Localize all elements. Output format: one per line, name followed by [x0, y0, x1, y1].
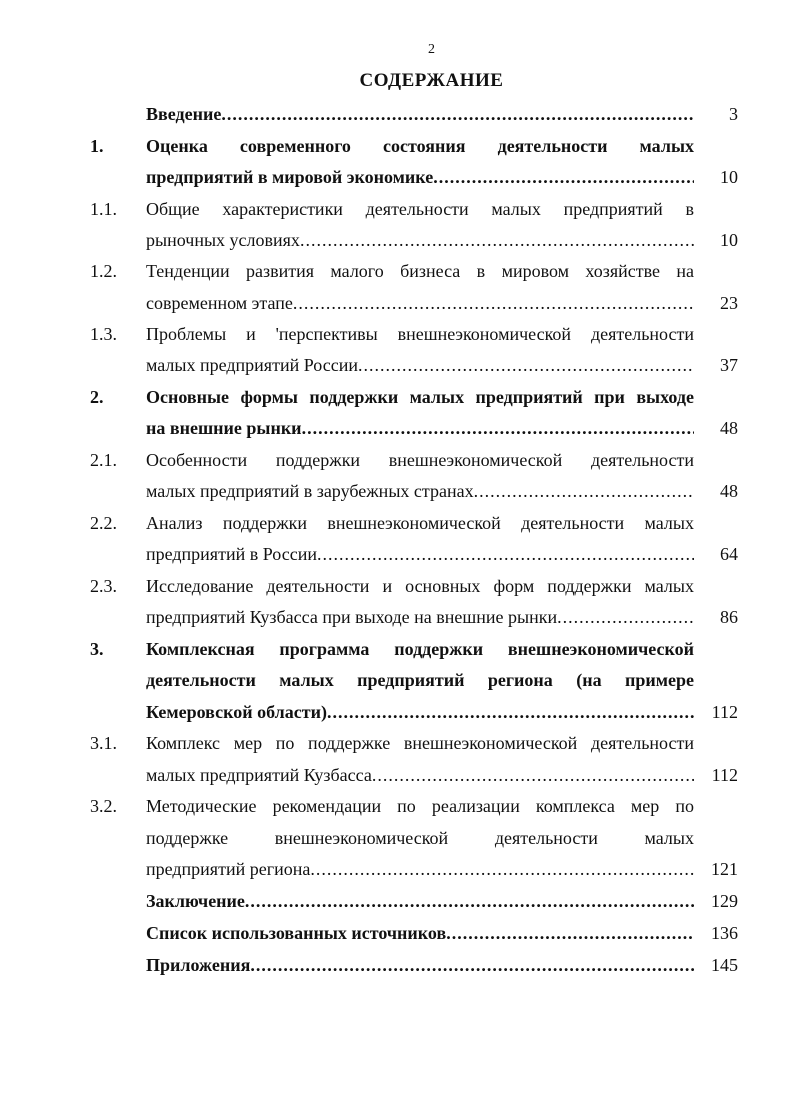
toc-page-number: 86	[720, 607, 738, 627]
toc-entry-number: 3.2.	[90, 796, 117, 816]
dot-leader	[300, 225, 694, 256]
toc-entry-text: малых предприятий в зарубежных странах .....	[146, 476, 694, 507]
toc-entry-1-1-cont[interactable]	[0, 225, 794, 256]
toc-entry-text: Тенденции развития малого бизнеса в мировом хозяйстве на	[146, 261, 694, 281]
toc-entry-3-1-cont[interactable]	[0, 760, 794, 791]
toc-entry-text: Введение .....	[146, 99, 694, 130]
toc-page-number: 112	[711, 765, 738, 785]
toc-entry-1-cont[interactable]	[0, 162, 794, 193]
toc-page-number: 112	[711, 702, 738, 722]
toc-page-number: 145	[711, 955, 738, 975]
toc-entry-text: деятельности малых предприятий региона (на примере	[146, 670, 694, 690]
dot-leader	[433, 162, 694, 193]
toc-page-number: 23	[720, 293, 738, 313]
toc-entry-text: Проблемы и 'перспективы внешнеэкономической деятельности	[146, 324, 694, 344]
dot-leader	[293, 288, 694, 319]
toc-entry-3[interactable]	[0, 634, 794, 665]
dot-leader	[372, 760, 694, 791]
toc-entry-3-cont[interactable]	[0, 665, 794, 696]
toc-entry-2-3-cont[interactable]	[0, 602, 794, 633]
page-title: СОДЕРЖАНИЕ	[359, 70, 504, 91]
toc-page-number: 121	[711, 859, 738, 879]
toc-entry-number: 1.1.	[90, 199, 117, 219]
dot-leader	[474, 476, 694, 507]
toc-entry-text: Кемеровской области) .....	[146, 697, 694, 728]
toc-entry-3-2-cont2[interactable]	[0, 854, 794, 885]
toc-entry-number: 2.2.	[90, 513, 117, 533]
toc-entry-text: Приложения .....	[146, 950, 694, 981]
toc-entry-3-2-cont[interactable]	[0, 823, 794, 854]
toc-entry-2-3[interactable]	[0, 571, 794, 602]
toc-entry-text: малых предприятий России .....	[146, 350, 694, 381]
toc-entry-2-2-cont[interactable]	[0, 539, 794, 570]
toc-page-number: 37	[720, 355, 738, 375]
toc-entry-number: 2.1.	[90, 450, 117, 470]
dot-leader	[557, 602, 694, 633]
toc-page-number: 48	[720, 418, 738, 438]
dot-leader	[250, 950, 694, 981]
toc-entry-appendices[interactable]	[0, 950, 794, 981]
toc-entry-intro[interactable]	[0, 99, 794, 130]
dot-leader	[310, 854, 694, 885]
page-number: 2	[428, 42, 435, 57]
dot-leader	[221, 99, 694, 130]
toc-entry-2-2[interactable]	[0, 508, 794, 539]
dot-leader	[358, 350, 694, 381]
toc-entry-text: Комплекс мер по поддержке внешнеэкономической деятельности	[146, 733, 694, 753]
dot-leader	[446, 918, 694, 949]
toc-entry-text: Особенности поддержки внешнеэкономической деятельности	[146, 450, 694, 470]
toc-entry-1-3-cont[interactable]	[0, 350, 794, 381]
toc-entry-text: предприятий региона .....	[146, 854, 694, 885]
toc-entry-number: 2.3.	[90, 576, 117, 596]
toc-page-number: 10	[720, 230, 738, 250]
dot-leader	[245, 886, 694, 917]
toc-entry-conclusion[interactable]	[0, 886, 794, 917]
toc-entry-text: Исследование деятельности и основных форм поддержки малых	[146, 576, 694, 596]
dot-leader	[327, 697, 694, 728]
toc-entry-text: малых предприятий Кузбасса .....	[146, 760, 694, 791]
toc-entry-number: 1.3.	[90, 324, 117, 344]
toc-page-number: 64	[720, 544, 738, 564]
toc-entry-text: Анализ поддержки внешнеэкономической деятельности малых	[146, 513, 694, 533]
toc-page-number: 48	[720, 481, 738, 501]
toc-entry-text: современном этапе .....	[146, 288, 694, 319]
toc-entry-number: 1.2.	[90, 261, 117, 281]
toc-entry-2-cont[interactable]	[0, 413, 794, 444]
toc-entry-1-2-cont[interactable]	[0, 288, 794, 319]
toc-entry-number: 3.	[90, 639, 104, 659]
toc-entry-text: Список использованных источников .....	[146, 918, 694, 949]
toc-entry-number: 1.	[90, 136, 104, 156]
toc-entry-references[interactable]	[0, 918, 794, 949]
toc-page-number: 10	[720, 167, 738, 187]
toc-entry-1[interactable]	[0, 131, 794, 162]
toc-entry-3-1[interactable]	[0, 728, 794, 759]
toc-entry-text: поддержке внешнеэкономической деятельности малых	[146, 828, 694, 848]
toc-entry-text: Общие характеристики деятельности малых предприятий в	[146, 199, 694, 219]
toc-entry-text: на внешние рынки .....	[146, 413, 694, 444]
dot-leader	[317, 539, 694, 570]
toc-entry-text: Основные формы поддержки малых предприятий при выходе	[146, 387, 694, 407]
toc-entry-text: Комплексная программа поддержки внешнеэкономической	[146, 639, 694, 659]
toc-entry-number: 3.1.	[90, 733, 117, 753]
toc-entry-text: предприятий в мировой экономике .....	[146, 162, 694, 193]
toc-entry-1-3[interactable]	[0, 319, 794, 350]
toc-entry-1-2[interactable]	[0, 256, 794, 287]
toc-entry-text: предприятий в России .....	[146, 539, 694, 570]
toc-entry-2-1-cont[interactable]	[0, 476, 794, 507]
toc-entry-3-2[interactable]	[0, 791, 794, 822]
toc-entry-text: Оценка современного состояния деятельности малых	[146, 136, 694, 156]
toc-entry-text: рыночных условиях .....	[146, 225, 694, 256]
toc-entry-3-cont2[interactable]	[0, 697, 794, 728]
dot-leader	[302, 413, 694, 444]
toc-entry-1-1[interactable]	[0, 194, 794, 225]
toc-page-number: 129	[711, 891, 738, 911]
toc-entry-text: Заключение .....	[146, 886, 694, 917]
toc-page-number: 136	[711, 923, 738, 943]
toc-page-number: 3	[729, 104, 738, 124]
toc-entry-text: предприятий Кузбасса при выходе на внешние рынки .....	[146, 602, 694, 633]
toc-entry-number: 2.	[90, 387, 104, 407]
toc-entry-2-1[interactable]	[0, 445, 794, 476]
toc-entry-text: Методические рекомендации по реализации комплекса мер по	[146, 796, 694, 816]
toc-entry-2[interactable]	[0, 382, 794, 413]
